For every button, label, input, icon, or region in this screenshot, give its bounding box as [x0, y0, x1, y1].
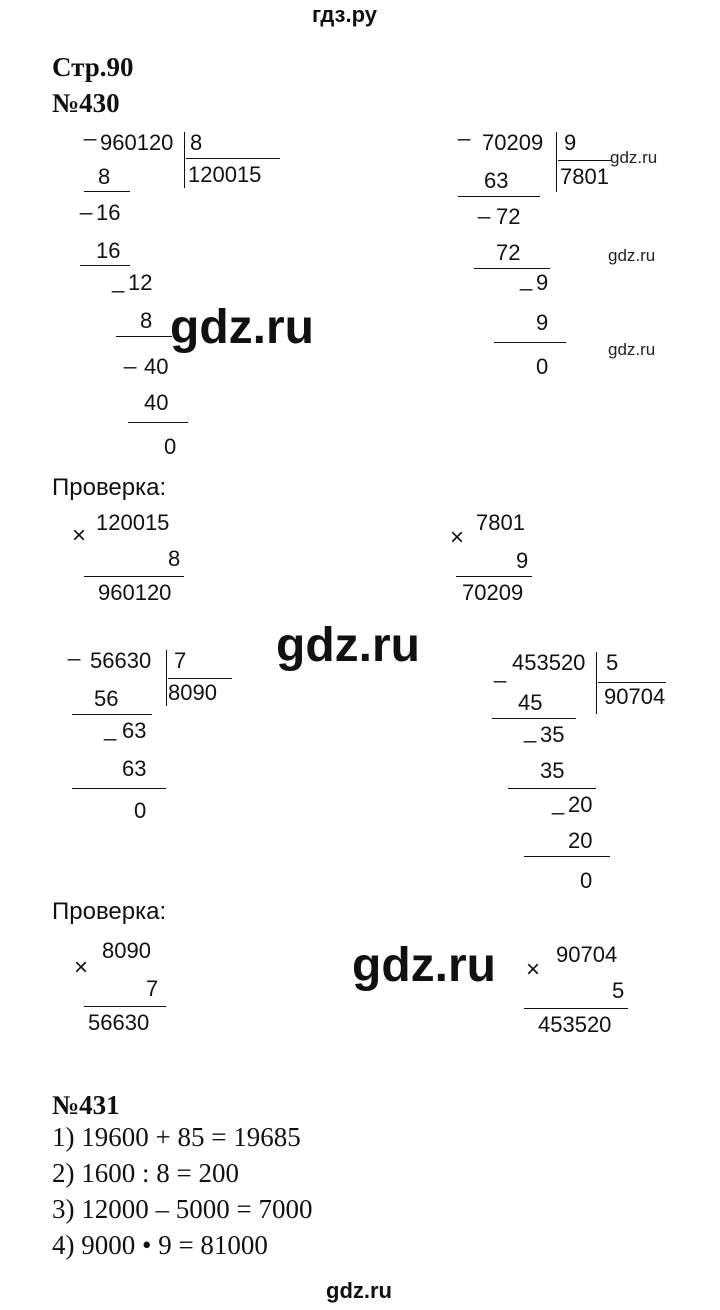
- task-431-line-4: 4) 9000 • 9 = 81000: [52, 1230, 268, 1260]
- multiplicand: 8090: [102, 938, 151, 963]
- step-line: [458, 196, 540, 197]
- step-remainder: 20: [568, 792, 593, 817]
- division-bar: [184, 132, 185, 188]
- minus-sign: _: [552, 790, 565, 815]
- dividend: 56630: [90, 648, 152, 673]
- final-remainder: 0: [134, 798, 147, 823]
- step-line: [72, 714, 152, 715]
- step-subtrahend: 35: [540, 758, 565, 783]
- watermark: gdz.ru: [610, 148, 658, 167]
- step-remainder: 63: [122, 718, 147, 743]
- step-line: [508, 788, 596, 789]
- quotient-line: [598, 682, 666, 683]
- multiplier: 7: [146, 976, 159, 1001]
- step-subtrahend: 63: [484, 168, 509, 193]
- division-bar: [596, 652, 597, 714]
- step-subtrahend: 8: [140, 308, 153, 333]
- minus-sign: _: [524, 718, 537, 743]
- quotient: 90704: [604, 684, 666, 709]
- step-remainder: 40: [144, 354, 169, 379]
- multiplicand: 120015: [96, 510, 170, 535]
- dividend: 70209: [482, 130, 544, 155]
- quotient: 7801: [560, 164, 609, 189]
- step-subtrahend: 9: [536, 310, 549, 335]
- result-line: [524, 1008, 628, 1009]
- minus-sign: _: [112, 268, 125, 293]
- divisor: 7: [174, 648, 187, 673]
- task-431-line-2: 2) 1600 : 8 = 200: [52, 1158, 239, 1188]
- step-remainder: 72: [496, 204, 521, 229]
- site-header: гдз.ру: [312, 2, 377, 27]
- final-remainder: 0: [536, 354, 549, 379]
- step-remainder: 9: [536, 270, 549, 295]
- multiplicand: 7801: [476, 510, 525, 535]
- product: 70209: [462, 580, 524, 605]
- watermark: gdz.ru: [608, 246, 656, 265]
- multiplier: 9: [516, 548, 529, 573]
- minus-sign: _: [80, 190, 93, 215]
- quotient: 120015: [188, 162, 262, 187]
- watermark: gdz.ru: [276, 619, 420, 672]
- step-subtrahend: 8: [98, 164, 111, 189]
- step-line: [116, 336, 172, 337]
- task-430-number: №430: [52, 88, 120, 118]
- product: 56630: [88, 1010, 150, 1035]
- task-431-line-1: 1) 19600 + 85 = 19685: [52, 1122, 301, 1152]
- check-label: Проверка:: [52, 898, 167, 925]
- times-sign: ×: [526, 956, 541, 983]
- final-remainder: 0: [164, 434, 177, 459]
- division-bar: [556, 132, 557, 192]
- watermark: gdz.ru: [170, 301, 314, 354]
- quotient-line: [168, 678, 232, 679]
- step-subtrahend: 56: [94, 686, 119, 711]
- minus-sign: _: [478, 194, 491, 219]
- step-remainder: 16: [96, 200, 121, 225]
- divisor: 9: [564, 130, 577, 155]
- times-sign: ×: [74, 954, 89, 981]
- dividend: 453520: [512, 650, 586, 675]
- step-remainder: 12: [128, 270, 153, 295]
- step-remainder: 35: [540, 722, 565, 747]
- step-subtrahend: 63: [122, 756, 147, 781]
- divisor: 8: [190, 130, 203, 155]
- step-subtrahend: 72: [496, 240, 521, 265]
- result-line: [456, 576, 532, 577]
- minus-sign: _: [68, 636, 81, 661]
- product: 960120: [98, 580, 172, 605]
- minus-sign: _: [124, 344, 137, 369]
- division-bar: [166, 650, 167, 706]
- times-sign: ×: [450, 524, 465, 551]
- step-line: [72, 788, 166, 789]
- minus-sign: _: [104, 716, 117, 741]
- task-431-number: №431: [52, 1090, 120, 1120]
- step-line: [80, 265, 130, 266]
- check-label: Проверка:: [52, 474, 167, 501]
- step-line: [494, 342, 566, 343]
- product: 453520: [538, 1012, 612, 1037]
- multiplier: 5: [612, 978, 625, 1003]
- minus-sign: _: [520, 266, 533, 291]
- watermark: gdz.ru: [352, 939, 496, 992]
- minus-sign: _: [458, 116, 471, 141]
- footer-watermark: gdz.ru: [326, 1278, 392, 1303]
- minus-sign: _: [84, 116, 97, 141]
- multiplier: 8: [168, 546, 181, 571]
- times-sign: ×: [72, 522, 87, 549]
- result-line: [84, 1006, 166, 1007]
- quotient: 8090: [168, 680, 217, 705]
- step-subtrahend: 16: [96, 238, 121, 263]
- divisor: 5: [606, 650, 619, 675]
- step-subtrahend: 40: [144, 390, 169, 415]
- dividend: 960120: [100, 130, 174, 155]
- quotient-line: [186, 158, 280, 159]
- step-line: [524, 856, 610, 857]
- final-remainder: 0: [580, 868, 593, 893]
- minus-sign: _: [494, 658, 507, 683]
- multiplicand: 90704: [556, 942, 618, 967]
- step-subtrahend: 45: [518, 690, 543, 715]
- task-431-line-3: 3) 12000 – 5000 = 7000: [52, 1194, 313, 1224]
- result-line: [84, 576, 184, 577]
- quotient-line: [558, 160, 612, 161]
- step-line: [474, 268, 550, 269]
- step-subtrahend: 20: [568, 828, 593, 853]
- watermark: gdz.ru: [608, 340, 656, 359]
- page-label: Стр.90: [52, 52, 134, 82]
- step-line: [128, 422, 188, 423]
